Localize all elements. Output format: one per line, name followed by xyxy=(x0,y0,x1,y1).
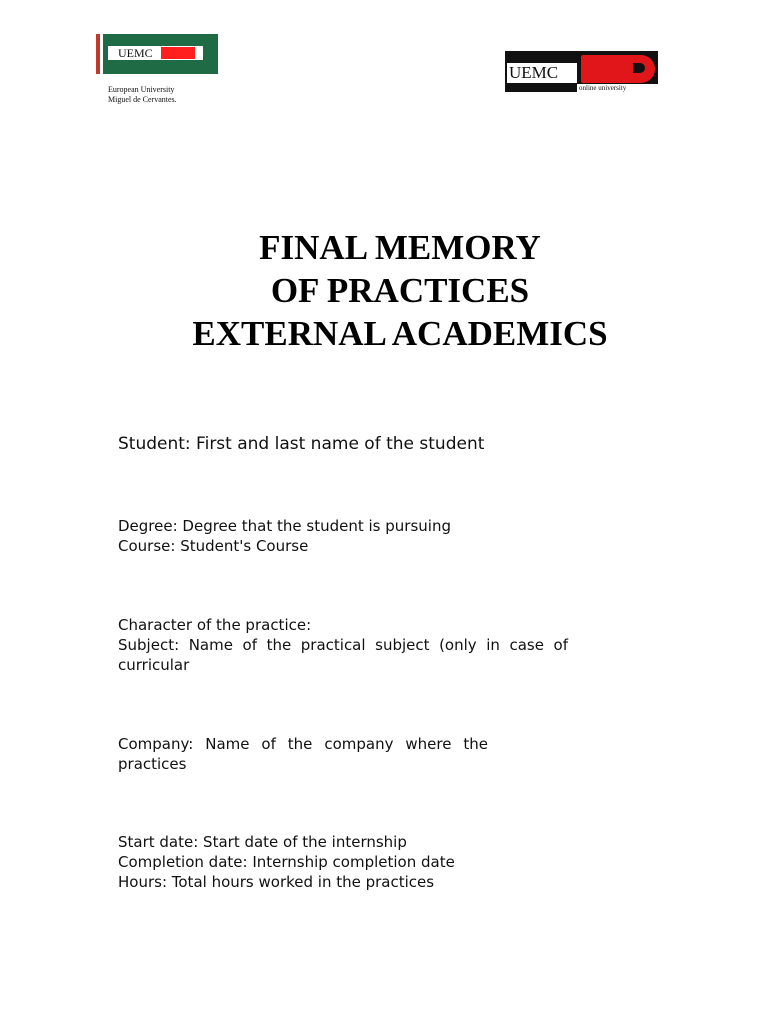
document-title xyxy=(0,226,768,355)
company-line-continued: practices xyxy=(118,755,187,773)
title-line: FINAL MEMORY xyxy=(259,228,541,267)
logo-left-subtitle-line: European University xyxy=(108,85,175,94)
logo-left-redaction xyxy=(161,47,195,59)
character-line: Character of the practice: xyxy=(118,616,312,634)
completion-date-line: Completion date: Internship completion date xyxy=(118,853,455,871)
student-field xyxy=(118,433,484,455)
logo-right-red-mark xyxy=(581,55,655,83)
company-line: Company: Name of the company where the xyxy=(118,735,488,753)
start-date-line: Start date: Start date of the internship xyxy=(118,833,407,851)
degree-line: Degree: Degree that the student is pursuing xyxy=(118,517,451,535)
student-line: Student: First and last name of the student xyxy=(118,434,485,454)
title-line: OF PRACTICES xyxy=(270,271,530,310)
logo-left-subtitle xyxy=(108,85,177,105)
hours-line: Hours: Total hours worked in the practices xyxy=(118,873,435,891)
logo-left-brand-box xyxy=(108,46,203,60)
uemc-logo-left xyxy=(96,34,218,74)
logo-left-subtitle-line: Miguel de Cervantes. xyxy=(108,95,177,104)
logo-stripe-white xyxy=(100,34,103,74)
uemc-logo-right xyxy=(505,51,658,92)
course-line: Course: Student's Course xyxy=(118,537,309,555)
character-subject-block xyxy=(118,615,568,675)
company-block xyxy=(118,734,488,774)
logo-right-tagline: online university xyxy=(577,84,658,92)
degree-course-block xyxy=(118,516,451,556)
subject-line-continued: curricular xyxy=(118,656,190,674)
subject-line: Subject: Name of the practical subject (only in case of xyxy=(118,636,568,654)
dates-block xyxy=(118,832,455,892)
title-line: EXTERNAL ACADEMICS xyxy=(192,314,608,353)
logo-right-brand: UEMC xyxy=(507,63,577,83)
logo-left-brand: UEMC xyxy=(118,46,153,60)
